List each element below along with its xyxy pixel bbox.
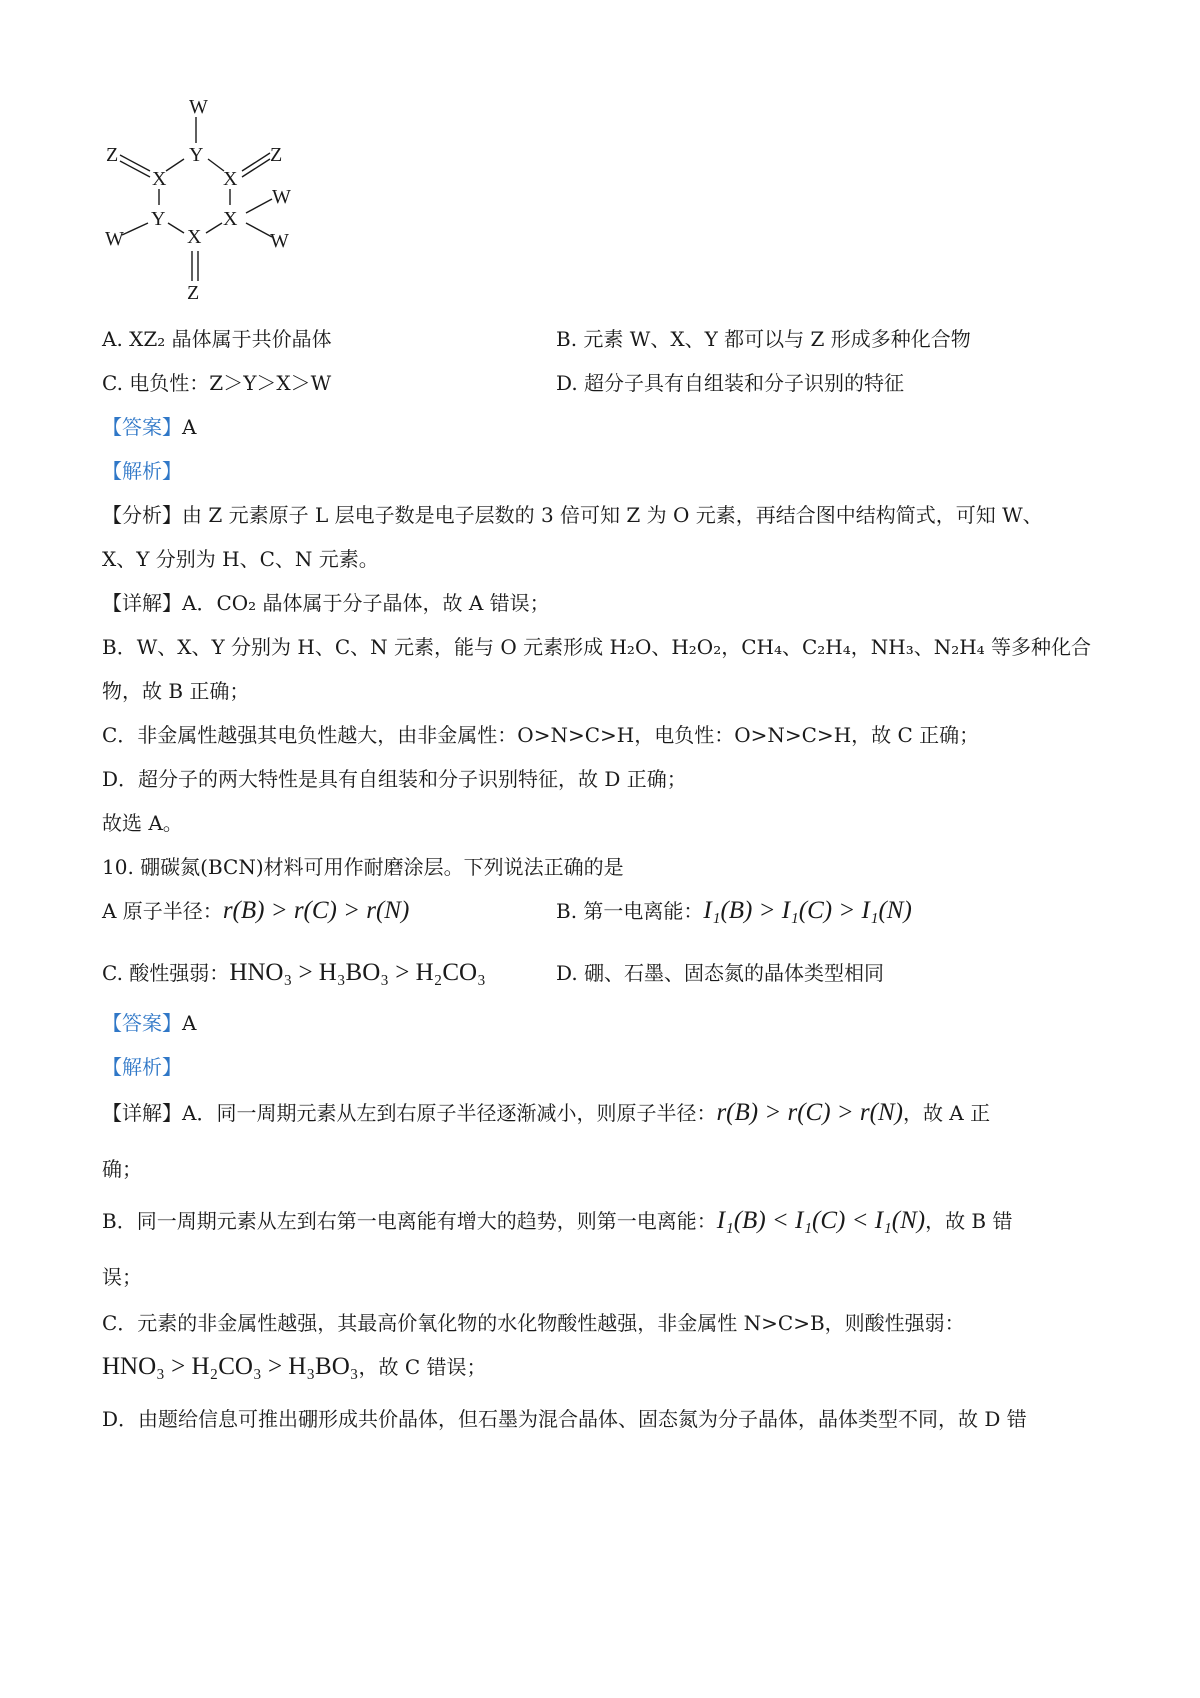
bond-w-y-left — [122, 223, 148, 235]
q10-option-c-math: HNO₃ > H₃BO₃ > H₂CO₃ — [229, 959, 486, 986]
answer-value: A — [182, 1011, 197, 1035]
atom-w-lower-right: W — [270, 230, 289, 252]
q10-detail-c-line1: C．元素的非金属性越强，其最高价氧化物的水化物酸性越强，非金属性 N>C>B，则酸性强弱： — [102, 1311, 965, 1335]
atom-z-right: Z — [270, 144, 283, 166]
q9-detail-b-line1: B．W、X、Y 分别为 H、C、N 元素，能与 O 元素形成 H₂O、H₂O₂，CH₄、C₂H₄，NH₃、N₂H₄ 等多种化合 — [102, 635, 1092, 659]
q10-detail-d-line1: D．由题给信息可推出硼形成共价晶体，但石墨为混合晶体、固态氮为分子晶体，晶体类型不同，故 D 错 — [102, 1407, 1027, 1431]
bond-y-x-bottom — [168, 223, 184, 233]
q9-analysis-tag: 【解析】 — [102, 459, 182, 483]
atom-z-bottom: Z — [187, 282, 200, 304]
molecular-structure-diagram — [100, 95, 330, 335]
atom-x-right: X — [223, 168, 238, 190]
q10-detail-a — [102, 1098, 990, 1128]
q9-analysis-line2: X、Y 分别为 H、C、N 元素。 — [102, 547, 379, 571]
q10-detail-c-math: HNO₃ > H₂CO₃ > H₃BO₃ — [102, 1353, 359, 1380]
atom-x-mid-right: X — [223, 208, 238, 230]
bond-x-w-upper-right — [246, 199, 272, 213]
q10-detail-a-text: 【详解】A．同一周期元素从左到右原子半径逐渐减小，则原子半径： — [102, 1101, 717, 1125]
q10-detail-b-tail: ，故 B 错 — [925, 1209, 1013, 1233]
q10-detail-b — [102, 1206, 1013, 1236]
atom-y-left: Y — [151, 208, 166, 230]
q10-option-d: D. 硼、石墨、固态氮的晶体类型相同 — [556, 961, 885, 985]
q10-answer — [102, 1010, 196, 1036]
q9-conclusion: 故选 A。 — [102, 811, 183, 835]
q9-detail-b-line2: 物，故 B 正确； — [102, 679, 250, 703]
answer-value: A — [182, 415, 197, 439]
q10-stem: 10. 硼碳氮(BCN)材料可用作耐磨涂层。下列说法正确的是 — [102, 855, 624, 879]
answer-tag: 【答案】 — [102, 1011, 182, 1035]
atom-w-left: W — [105, 228, 124, 250]
atom-w-top: W — [189, 96, 208, 118]
q10-detail-a-math: r(B) > r(C) > r(N) — [716, 1099, 903, 1126]
q9-option-c: C. 电负性：Z＞Y＞X＞W — [102, 371, 332, 395]
q10-option-a-math: r(B) > r(C) > r(N) — [222, 897, 410, 924]
q9-detail-d: D．超分子的两大特性是具有自组装和分子识别特征，故 D 正确； — [102, 767, 687, 791]
atom-y-top: Y — [189, 144, 204, 166]
q9-analysis-line1: 【分析】由 Z 元素原子 L 层电子数是电子层数的 3 倍可知 Z 为 O 元素，再结合图中结构简式，可知 W、 — [102, 503, 1043, 527]
q10-option-a-label: A 原子半径： — [102, 899, 223, 923]
q9-option-a: A. XZ₂ 晶体属于共价晶体 — [102, 327, 332, 351]
q10-detail-c-tail: ，故 C 错误； — [358, 1355, 487, 1379]
atom-w-upper-right: W — [272, 186, 291, 208]
q9-option-d: D. 超分子具有自组装和分子识别的特征 — [556, 371, 905, 395]
atom-x-bottom: X — [187, 226, 202, 248]
q10-option-b-math: I₁(B) > I₁(C) > I₁(N) — [703, 897, 912, 924]
q10-detail-a-line2: 确； — [102, 1157, 142, 1181]
answer-tag: 【答案】 — [102, 415, 182, 439]
q9-detail-a: 【详解】A．CO₂ 晶体属于分子晶体，故 A 错误； — [102, 591, 550, 615]
bond-x-w-lower-right — [246, 223, 272, 237]
q10-detail-c-line2 — [102, 1352, 487, 1382]
q9-option-b: B. 元素 W、X、Y 都可以与 Z 形成多种化合物 — [556, 327, 971, 351]
bond-y-x-left — [166, 159, 184, 171]
q10-option-a — [102, 896, 409, 926]
bond-y-x-right — [208, 159, 224, 171]
q10-analysis-tag: 【解析】 — [102, 1055, 182, 1079]
q10-detail-a-tail: ，故 A 正 — [902, 1101, 991, 1125]
q9-answer — [102, 414, 196, 440]
q10-option-c-label: C. 酸性强弱： — [102, 961, 230, 985]
q10-option-b-label: B. 第一电离能： — [556, 899, 704, 923]
q10-detail-b-line2: 误； — [102, 1265, 142, 1289]
atom-z-left: Z — [106, 144, 119, 166]
q10-detail-b-text: B．同一周期元素从左到右第一电离能有增大的趋势，则第一电离能： — [102, 1209, 717, 1233]
atom-x-left: X — [152, 168, 167, 190]
q10-detail-b-math: I₁(B) < I₁(C) < I₁(N) — [716, 1207, 926, 1234]
q10-option-c — [102, 958, 486, 988]
q9-detail-c: C．非金属性越强其电负性越大，由非金属性：O>N>C>H，电负性：O>N>C>H，故 C 正确； — [102, 723, 980, 747]
q10-option-b — [556, 896, 912, 926]
bond-x-x-bottom — [206, 223, 222, 233]
